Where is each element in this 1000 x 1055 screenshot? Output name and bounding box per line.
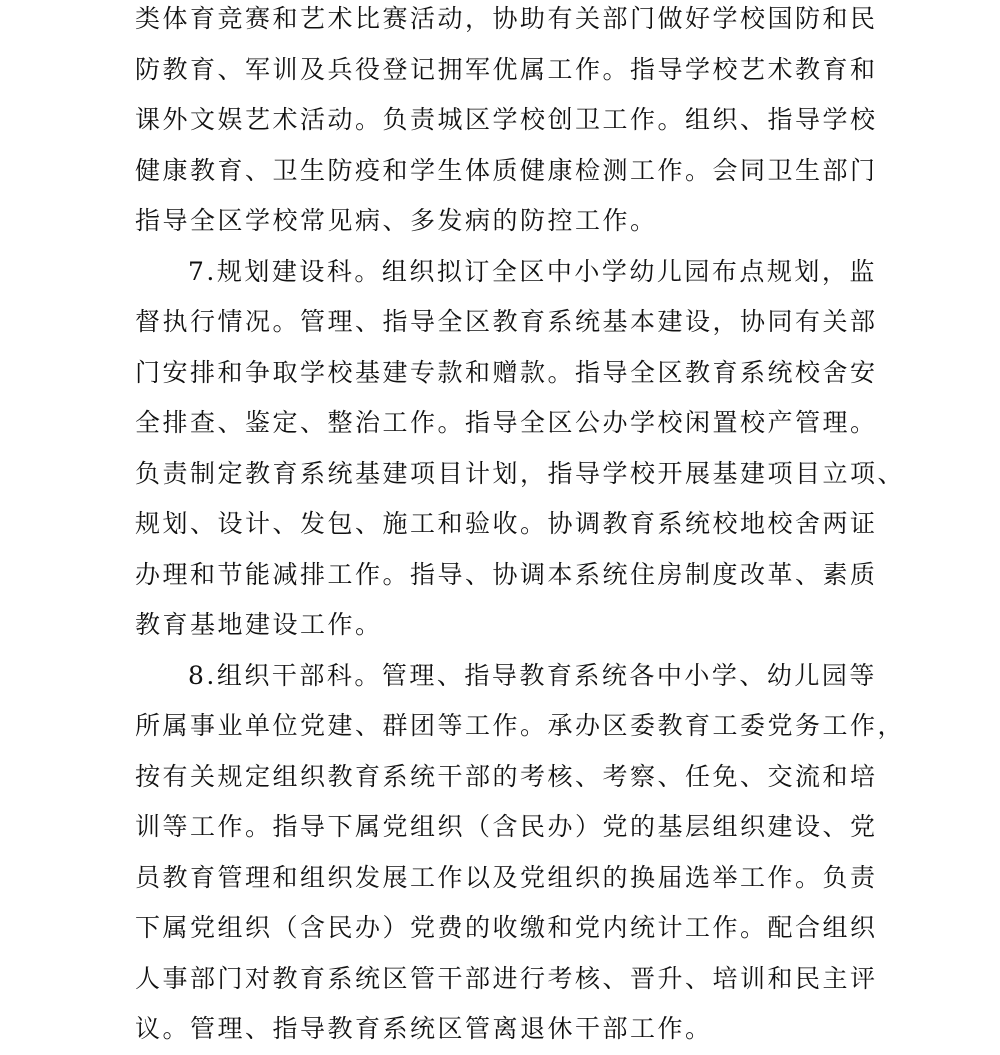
text-line: 指导全区学校常见病、多发病的防控工作。 (135, 206, 658, 235)
section-8-heading-line: 8.组织干部科。管理、指导教育系统各中小学、幼儿园等 (188, 660, 877, 690)
text-line: 负责制定教育系统基建项目计划，指导学校开展基建项目立项、 (135, 458, 906, 488)
document-body (135, 0, 906, 1055)
text-line: 员教育管理和组织发展工作以及党组织的换届选举工作。负责 (135, 862, 878, 892)
text-line: 规划、设计、发包、施工和验收。协调教育系统校地校舍两证 (135, 509, 878, 538)
text-line: 全排查、鉴定、整治工作。指导全区公办学校闲置校产管理。 (135, 408, 878, 437)
text-line: 门安排和争取学校基建专款和赠款。指导全区教育系统校舍安 (135, 357, 878, 387)
text-line: 健康教育、卫生防疫和学生体质健康检测工作。会同卫生部门 (135, 155, 878, 185)
text-line: 类体育竞赛和艺术比赛活动，协助有关部门做好学校国防和民 (135, 4, 878, 33)
text-line: 议。管理、指导教育系统区管离退休干部工作。 (135, 1014, 713, 1043)
text-line: 下属党组织（含民办）党费的收缴和党内统计工作。配合组织 (135, 913, 878, 942)
text-line: 人事部门对教育系统区管干部进行考核、晋升、培训和民主评 (135, 963, 878, 993)
text-line: 所属事业单位党建、群团等工作。承办区委教育工委党务工作， (135, 711, 906, 740)
text-line: 教育基地建设工作。 (135, 610, 383, 639)
text-line: 防教育、军训及兵役登记拥军优属工作。指导学校艺术教育和 (135, 54, 878, 84)
text-line: 办理和节能减排工作。指导、协调本系统住房制度改革、素质 (135, 559, 878, 589)
section-7-heading-line: 7.规划建设科。组织拟订全区中小学幼儿园布点规划，监 (188, 256, 877, 286)
text-line: 训等工作。指导下属党组织（含民办）党的基层组织建设、党 (135, 812, 878, 841)
text-line: 按有关规定组织教育系统干部的考核、考察、任免、交流和培 (135, 761, 878, 791)
text-line: 督执行情况。管理、指导全区教育系统基本建设，协同有关部 (135, 307, 878, 336)
text-line: 课外文娱艺术活动。负责城区学校创卫工作。组织、指导学校 (135, 105, 878, 134)
